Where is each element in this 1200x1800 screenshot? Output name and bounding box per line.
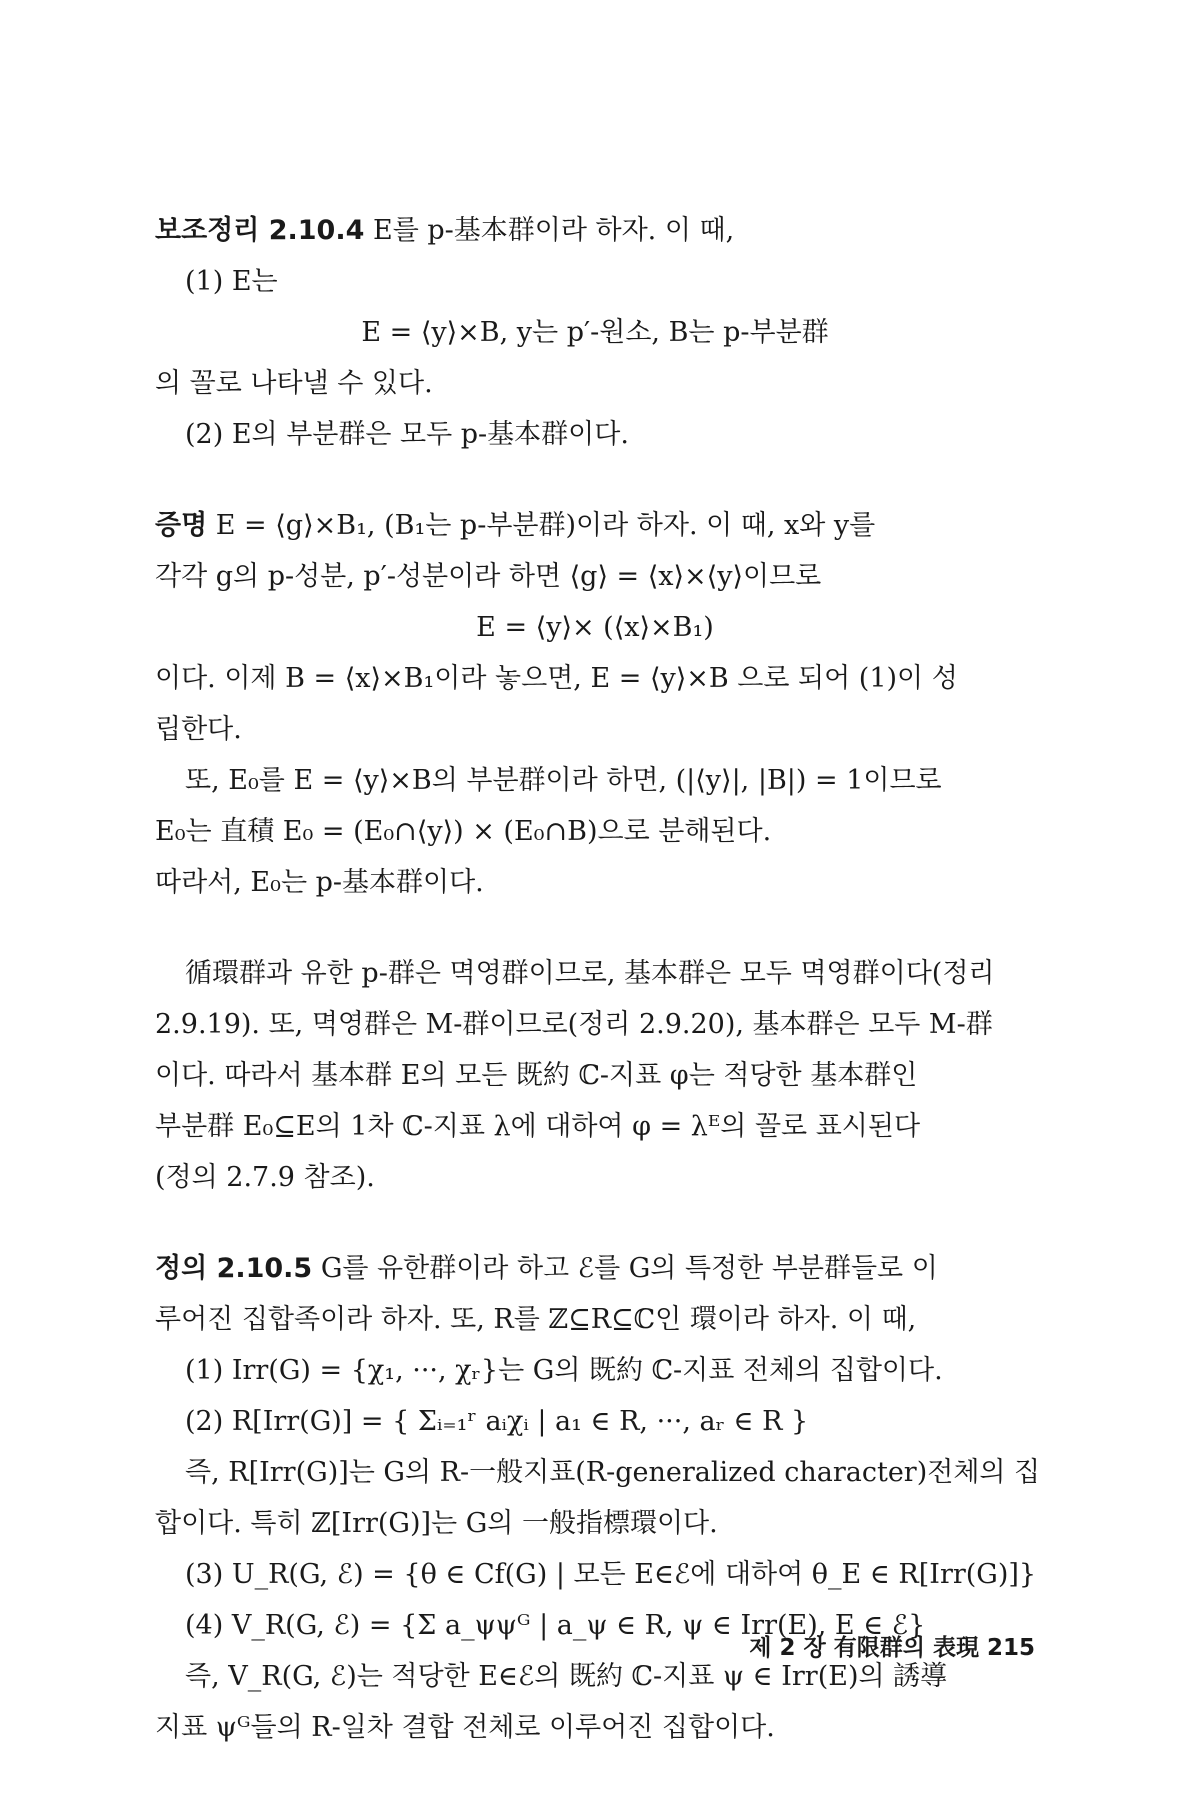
lemma-item-1: (1) E는 xyxy=(185,266,278,297)
proof-line-5: 또, E₀를 E = ⟨y⟩×B의 부분群이라 하면, (|⟨y⟩|, |B|) = 1이므로 xyxy=(185,765,942,796)
proof-text-1: E = ⟨g⟩×B₁, (B₁는 p-부분群)이라 하자. 이 때, x와 y를 xyxy=(215,510,876,541)
definition-item-2-continued-1: 즉, R[Irr(G)]는 G의 R-一般지표(R-generalized character)전체의 집 xyxy=(185,1457,1041,1488)
page-content xyxy=(155,205,1041,1753)
page-number: 215 xyxy=(986,1635,1035,1661)
definition-item-2: (2) R[Irr(G)] = { Σᵢ₌₁ʳ aᵢχᵢ | a₁ ∈ R, ···, aᵣ ∈ R } xyxy=(185,1406,809,1437)
proof-line-1 xyxy=(155,500,1035,551)
page-footer xyxy=(655,1628,1035,1668)
definition-item-4-continued-2: 지표 ψᴳ들의 R-일차 결합 전체로 이루어진 집합이다. xyxy=(155,1712,775,1743)
proof-heading: 증명 xyxy=(155,510,208,541)
definition-item-4-continued-1: 즉, V_R(G, ℰ)는 적당한 E∈ℰ의 既約 ℂ-지표 ψ ∈ Irr(E)의 誘導 xyxy=(185,1661,948,1692)
remark-line-2: 2.9.19). 또, 멱영群은 M-群이므로(정리 2.9.20), 基本群은 모두 M-群 xyxy=(155,1009,993,1040)
lemma-item-2: (2) E의 부분群은 모두 p-基本群이다. xyxy=(185,419,629,450)
proof-formula: E = ⟨y⟩× (⟨x⟩×B₁) xyxy=(476,612,714,643)
definition-item-4: (4) V_R(G, ℰ) = {Σ a_ψψᴳ | a_ψ ∈ R, ψ ∈ Irr(E), E ∈ ℰ} xyxy=(185,1610,926,1641)
proof-line-6: E₀는 直積 E₀ = (E₀∩⟨y⟩) × (E₀∩B)으로 분해된다. xyxy=(155,816,772,847)
proof-line-7: 따라서, E₀는 p-基本群이다. xyxy=(155,867,484,898)
proof-line-3: 이다. 이제 B = ⟨x⟩×B₁이라 놓으면, E = ⟨y⟩×B 으로 되어 (1)이 성 xyxy=(155,663,958,694)
definition-text-1: G를 유한群이라 하고 ℰ를 G의 특정한 부분群들로 이 xyxy=(320,1253,938,1284)
lemma-formula: E = ⟨y⟩×B, y는 p′-원소, B는 p-부분群 xyxy=(361,317,829,348)
lemma-item-1-continued: 의 꼴로 나타낼 수 있다. xyxy=(155,368,433,399)
definition-title-line xyxy=(155,1243,1035,1294)
proof-line-4: 립한다. xyxy=(155,714,242,745)
remark-line-5: (정의 2.7.9 참조). xyxy=(155,1162,375,1193)
definition-item-1: (1) Irr(G) = {χ₁, ···, χᵣ}는 G의 既約 ℂ-지표 전체의 집합이다. xyxy=(185,1355,943,1386)
definition-item-2-continued-2: 합이다. 특히 ℤ[Irr(G)]는 G의 一般指標環이다. xyxy=(155,1508,718,1539)
chapter-title: 제 2 장 有限群의 表現 xyxy=(749,1635,979,1661)
proof-line-2: 각각 g의 p-성분, p′-성분이라 하면 ⟨g⟩ = ⟨x⟩×⟨y⟩이므로 xyxy=(155,561,822,592)
lemma-heading: 보조정리 2.10.4 xyxy=(155,215,365,246)
definition-item-3: (3) U_R(G, ℰ) = {θ ∈ Cf(G) | 모든 E∈ℰ에 대하여 θ_E ∈ R[Irr(G)]} xyxy=(185,1559,1037,1590)
remark-line-3: 이다. 따라서 基本群 E의 모든 既約 ℂ-지표 φ는 적당한 基本群인 xyxy=(155,1060,918,1091)
lemma-intro: E를 p-基本群이라 하자. 이 때, xyxy=(372,215,735,246)
lemma-title-line xyxy=(155,205,1035,256)
remark-line-1: 循環群과 유한 p-群은 멱영群이므로, 基本群은 모두 멱영群이다(정리 xyxy=(185,958,995,989)
definition-heading: 정의 2.10.5 xyxy=(155,1253,313,1284)
remark-line-4: 부분群 E₀⊆E의 1차 ℂ-지표 λ에 대하여 φ = λᴱ의 꼴로 표시된다 xyxy=(155,1111,921,1142)
definition-line-2: 루어진 집합족이라 하자. 또, R를 ℤ⊆R⊆ℂ인 環이라 하자. 이 때, xyxy=(155,1304,917,1335)
